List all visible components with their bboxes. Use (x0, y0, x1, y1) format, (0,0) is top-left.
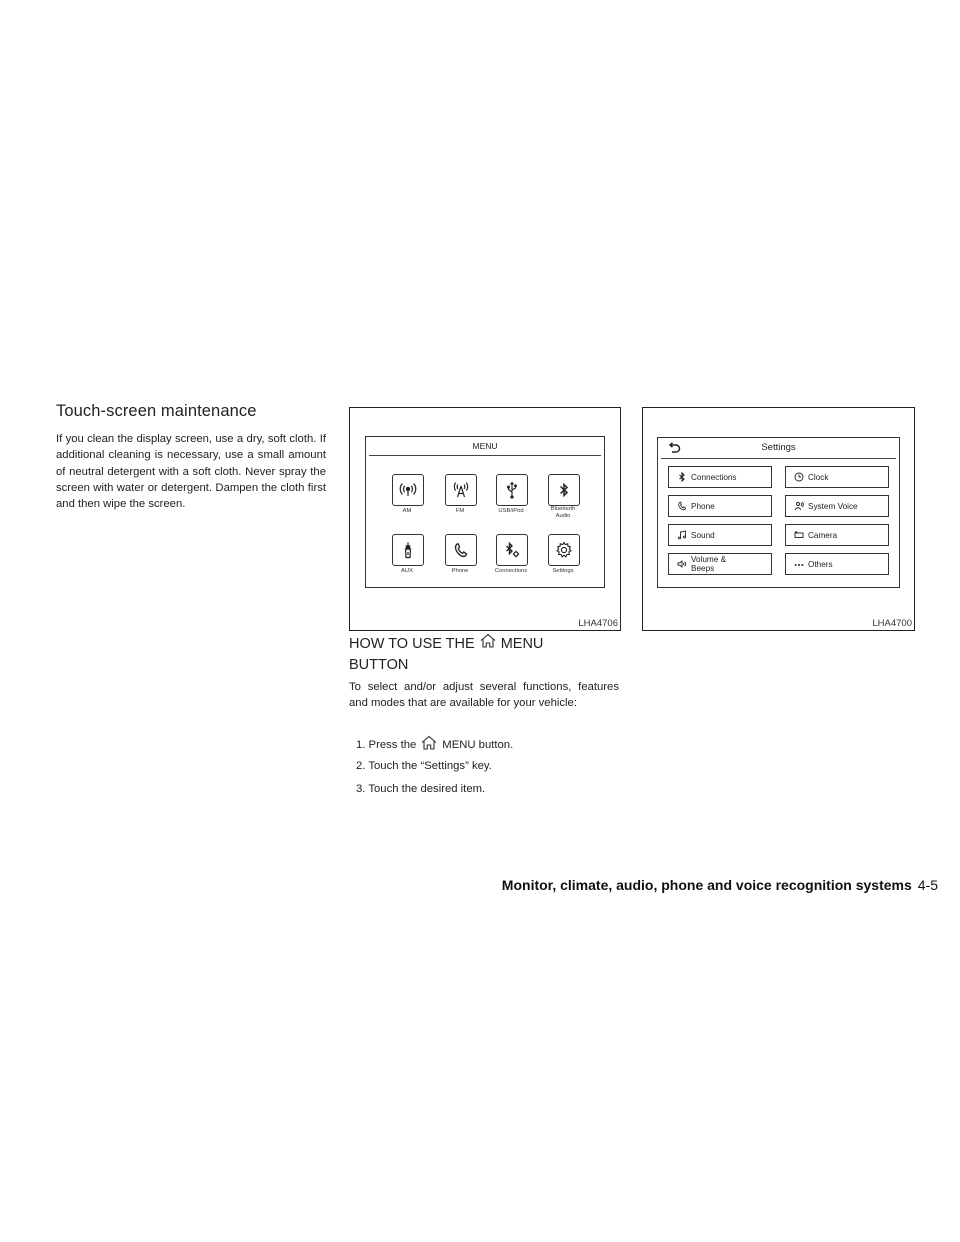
figure-code: LHA4700 (872, 618, 912, 629)
figure-code: LHA4706 (578, 618, 618, 629)
clock-icon (794, 472, 804, 482)
voice-icon (794, 501, 804, 511)
heading-text: MENU (500, 636, 544, 652)
music-note-icon (677, 530, 687, 540)
tile-label-usb: USB/iPod (498, 508, 524, 514)
settings-button-label: Connections (691, 472, 737, 482)
settings-button-label: System Voice (808, 501, 858, 511)
settings-button-label: Clock (808, 472, 829, 482)
camera-icon (794, 530, 804, 540)
tile-label-am: AM (402, 508, 412, 514)
step-text: MENU button. (442, 739, 514, 751)
settings-button-others[interactable] (785, 553, 889, 575)
step-text: 1. Press the (356, 739, 417, 751)
divider (661, 458, 896, 459)
step-1 (356, 734, 513, 753)
menu-screen (365, 436, 605, 588)
menu-tile-am[interactable] (392, 474, 424, 506)
how-to-intro: To select and/or adjust several functions, features and modes that are available for your vehicle: (349, 681, 619, 710)
menu-screen-title: MENU (472, 441, 498, 451)
divider (369, 455, 601, 456)
maintenance-paragraph: If you clean the display screen, use a dry, soft cloth. If additional cleaning is necessary, use a small amount of neutral detergent with a soft cloth. Never spray the screen with water or detergent. Dampen the cloth first and then wipe the screen. (56, 433, 326, 511)
menu-figure (349, 407, 621, 631)
dots-icon (794, 559, 804, 569)
step-2: 2. Touch the “Settings” key. (356, 760, 492, 772)
menu-tile-settings[interactable] (548, 534, 580, 566)
settings-button-system-voice[interactable] (785, 495, 889, 517)
settings-button-label: Others (808, 559, 833, 569)
settings-button-volume-beeps[interactable] (668, 553, 772, 575)
settings-screen (657, 437, 900, 588)
bluetooth-icon (554, 480, 574, 500)
tile-label-bluetooth-audio: Bluetooth Audio (550, 506, 576, 519)
settings-button-phone[interactable] (668, 495, 772, 517)
step-3: 3. Touch the desired item. (356, 783, 486, 795)
menu-tile-usb[interactable] (496, 474, 528, 506)
settings-button-label: Phone (691, 501, 715, 511)
phone-icon (451, 540, 471, 560)
gear-icon (554, 540, 574, 560)
tile-label-fm: FM (455, 508, 465, 514)
bluetooth-settings-icon (502, 540, 522, 560)
settings-button-clock[interactable] (785, 466, 889, 488)
menu-tile-fm[interactable] (445, 474, 477, 506)
menu-tile-phone[interactable] (445, 534, 477, 566)
tile-label-connections: Connections (494, 568, 528, 574)
chapter-title: Monitor, climate, audio, phone and voice recognition systems (501, 877, 912, 893)
settings-button-sound[interactable] (668, 524, 772, 546)
home-icon (478, 632, 498, 650)
home-icon (419, 734, 439, 752)
menu-tile-bluetooth-audio[interactable] (548, 474, 580, 506)
settings-button-connections[interactable] (668, 466, 772, 488)
menu-tile-connections[interactable] (496, 534, 528, 566)
speaker-icon (677, 559, 687, 569)
settings-figure (642, 407, 915, 631)
tile-label-phone: Phone (451, 568, 469, 574)
bluetooth-icon (677, 472, 687, 482)
phone-icon (677, 501, 687, 511)
tile-label-aux: AUX (401, 568, 413, 574)
settings-button-label: Volume & Beeps (691, 555, 727, 573)
settings-screen-title: Settings (761, 442, 796, 453)
tile-label-settings: Settings (552, 568, 574, 574)
settings-button-label: Sound (691, 530, 715, 540)
aux-icon (398, 540, 418, 560)
usb-icon (502, 480, 522, 500)
heading-text: BUTTON (349, 657, 409, 673)
heading-text: HOW TO USE THE (349, 636, 475, 652)
how-to-heading (349, 632, 619, 676)
am-radio-icon (398, 480, 418, 500)
fm-radio-icon (451, 480, 471, 500)
settings-button-label: Camera (808, 530, 838, 540)
settings-button-camera[interactable] (785, 524, 889, 546)
page-footer (502, 877, 938, 893)
menu-tile-aux[interactable] (392, 534, 424, 566)
section-title: Touch-screen maintenance (56, 402, 257, 420)
page-number: 4-5 (917, 877, 938, 893)
